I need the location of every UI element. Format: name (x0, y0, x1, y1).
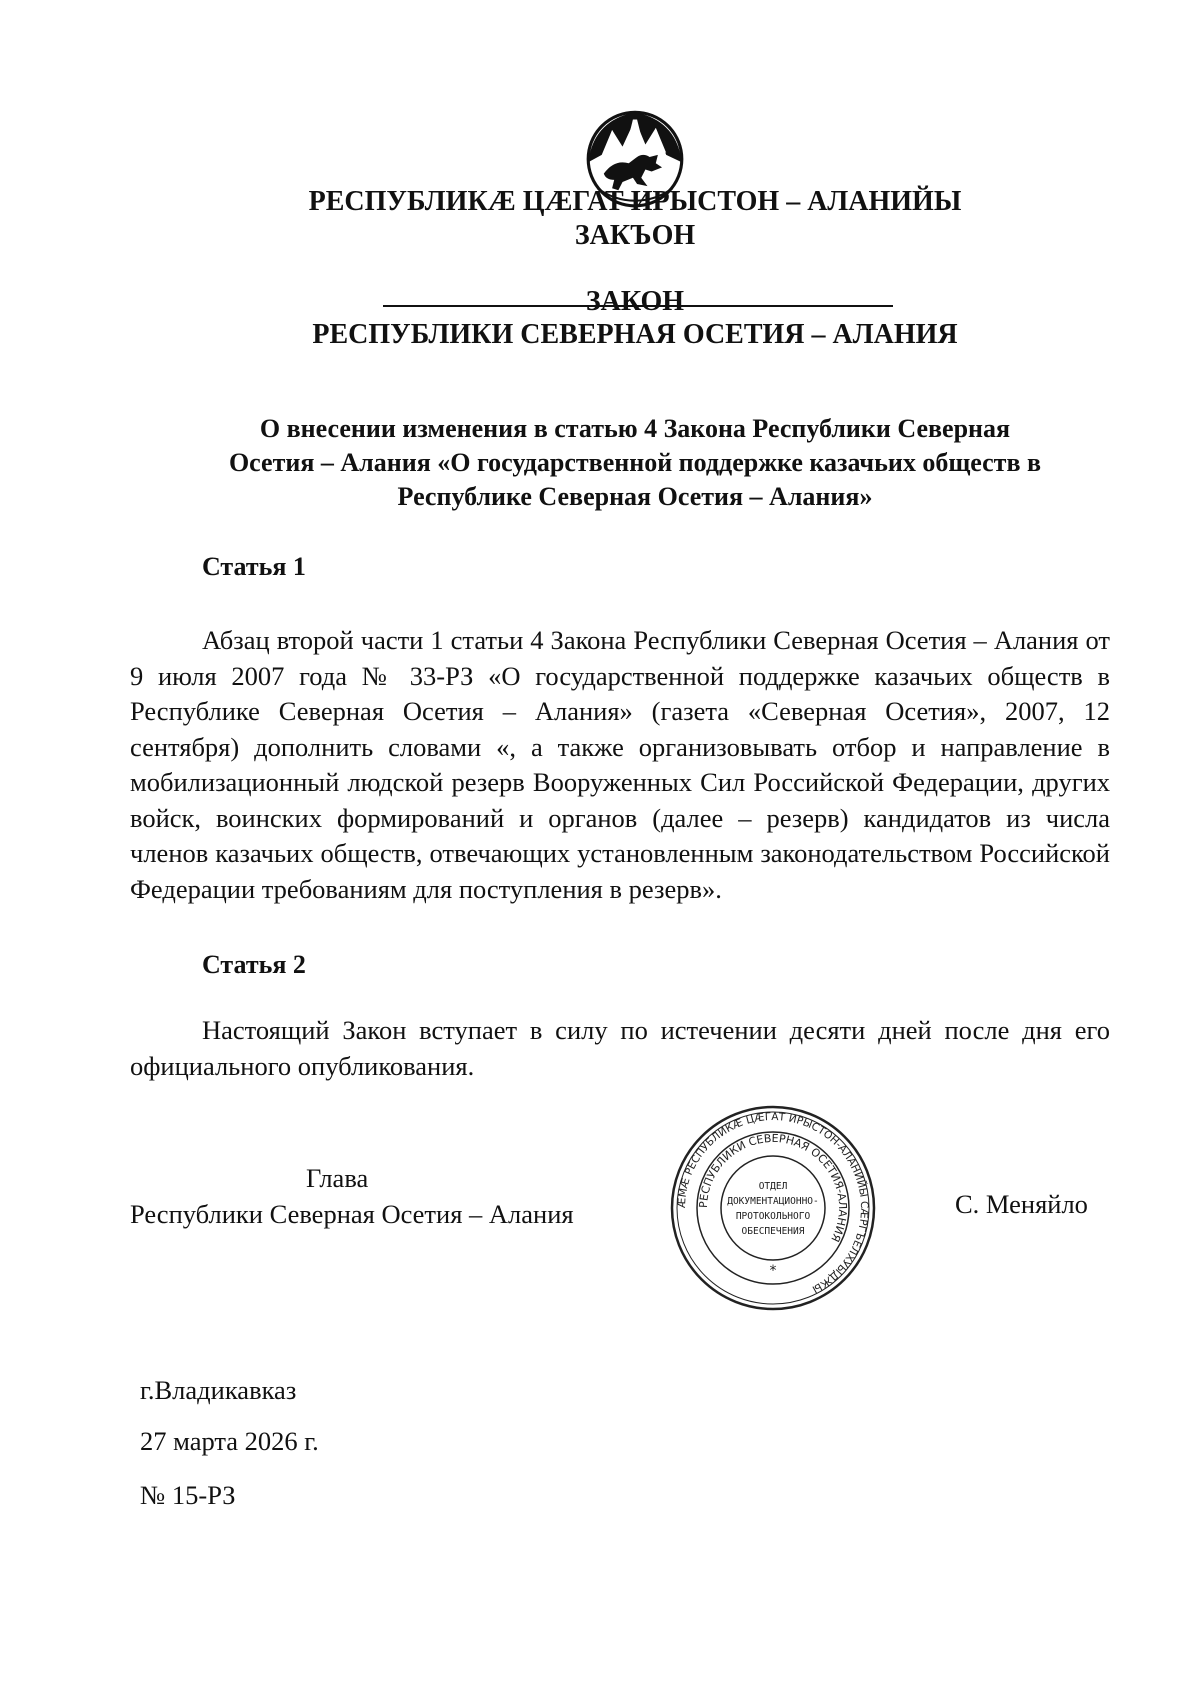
ossetian-law-heading: ЗАКЪОН (574, 220, 696, 251)
official-seal-stamp (668, 1103, 878, 1313)
seal-center-line-2: ДОКУМЕНТАЦИОННО- (727, 1196, 819, 1207)
seal-star-icon: * (769, 1263, 777, 1279)
law-subject (120, 412, 1150, 514)
ossetian-republic-title: РЕСПУБЛИКÆ ЦÆГАТ ИРЫСТОН – АЛАНИЙЫ (308, 186, 962, 217)
signing-date: 27 марта 2026 г. (140, 1426, 319, 1456)
signatory-name: С. Меняйло (955, 1189, 1088, 1219)
place-of-signing: г.Владикавказ (140, 1375, 297, 1405)
republic-title: РЕСПУБЛИКИ СЕВЕРНАЯ ОСЕТИЯ – АЛАНИЯ (312, 319, 958, 350)
signatory-post-line-1: Глава (306, 1163, 369, 1193)
article-2-text: Настоящий Закон вступает в силу по истечении десяти дней после дня его официального опубликования. (130, 1015, 1110, 1081)
subject-line-2: Осетия – Алания «О государственной поддержке казачьих обществ в (228, 448, 1042, 477)
law-number: № 15-РЗ (140, 1480, 236, 1510)
seal-center-line-3: ПРОТОКОЛЬНОГО (735, 1211, 811, 1222)
signatory-post (130, 1160, 574, 1232)
law-heading: ЗАКОН (585, 286, 685, 317)
seal-center-line-4: ОБЕСПЕЧЕНИЯ (741, 1226, 805, 1237)
seal-middle-text: РЕСПУБЛИКИ СЕВЕРНАЯ ОСЕТИЯ-АЛАНИЯ (696, 1131, 850, 1245)
article-1-text: Абзац второй части 1 статьи 4 Закона Республики Северная Осетия – Алания от 9 июля 2007 года № 33-РЗ «О государственной поддержке казачьих обществ в Республике Северная Осетия – Алания» (газета «Северная Осетия», 2007, 12 сентября) дополнить словами «, а также организовывать отбор и направление в мобилизационный людской резерв Вооруженных Сил Российской Федерации, других войск, воинских формирований и органов (далее – резерв) кандидатов из числа членов казачьих обществ, отвечающих установленным законодательством Российской Федерации требованиям для поступления в резерв». (130, 625, 1110, 904)
article-1-title: Статья 1 (202, 552, 306, 581)
signatory-post-line-2: Республики Северная Осетия – Алания (130, 1199, 574, 1229)
seal-outer-text: ÆМÆ РЕСПУБЛИКÆ ЦÆГАТ ИРЫСТОН-АЛАНИЙЫ СÆРГЪЕЛХУЫДЖЫ (675, 1110, 871, 1296)
subject-line-3: Республике Северная Осетия – Алания» (397, 482, 873, 511)
subject-line-1: О внесении изменения в статью 4 Закона Республики Северная (259, 414, 1011, 443)
article-2-title: Статья 2 (202, 950, 306, 979)
seal-center-line-1: ОТДЕЛ (758, 1181, 788, 1192)
